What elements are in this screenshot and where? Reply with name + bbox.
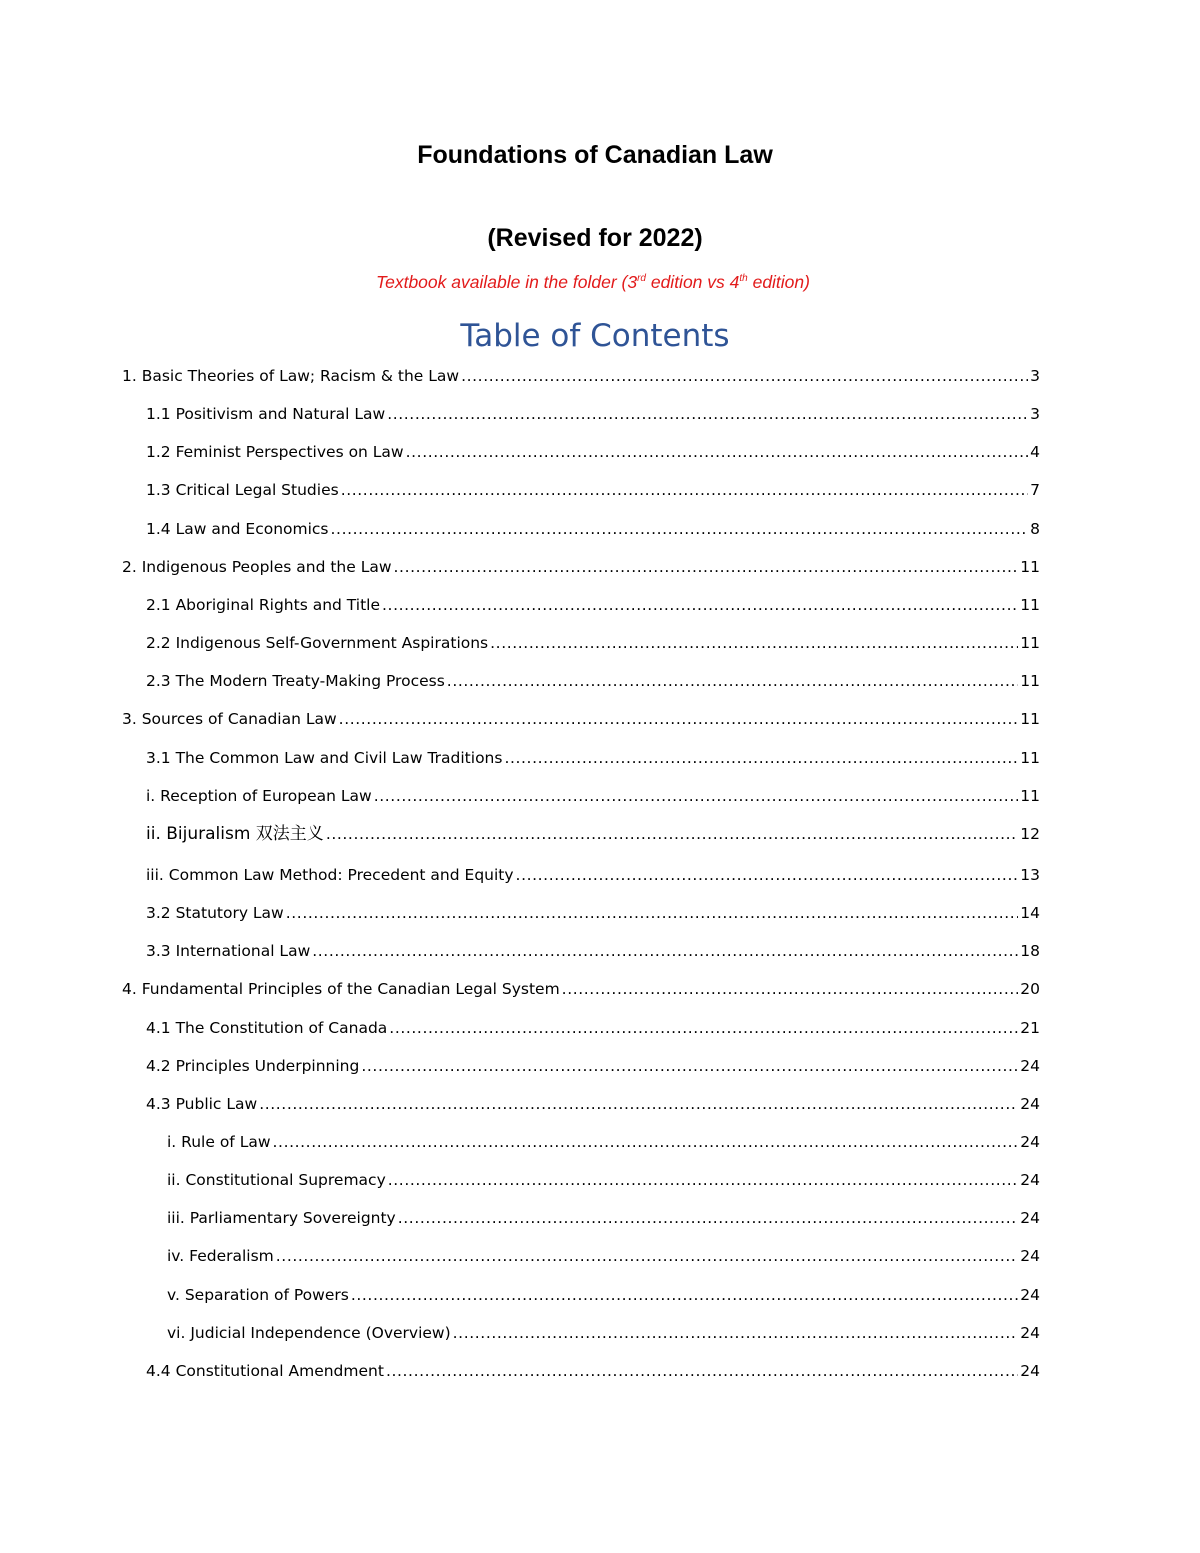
toc-entry[interactable] <box>146 782 1040 806</box>
toc-entry-title: vi. Judicial Independence (Overview) <box>167 1323 451 1342</box>
toc-entry-page: 24 <box>1020 1056 1040 1075</box>
toc-entry[interactable] <box>146 820 1040 844</box>
toc-dot-leader <box>259 1094 1018 1114</box>
toc-entry-page: 3 <box>1030 367 1040 385</box>
toc-entry-title: 1.4 Law and Economics <box>146 519 329 538</box>
toc-dot-leader <box>276 1246 1018 1266</box>
toc-dot-leader <box>273 1132 1019 1152</box>
toc-entry[interactable] <box>167 1319 1040 1343</box>
toc-entry[interactable] <box>146 1014 1040 1038</box>
toc-entry-page: 4 <box>1030 443 1040 462</box>
toc-entry-title: 4. Fundamental Principles of the Canadian Legal System <box>122 980 560 999</box>
toc-entry[interactable] <box>146 861 1040 885</box>
toc-entry-title: 4.1 The Constitution of Canada <box>146 1018 388 1037</box>
toc-entry-title: 1.1 Positivism and Natural Law <box>146 405 386 424</box>
toc-dot-leader <box>386 1361 1018 1381</box>
toc-entry[interactable] <box>122 975 1040 999</box>
toc-dot-leader <box>504 748 1018 768</box>
toc-entry-page: 11 <box>1020 595 1040 614</box>
toc-entry[interactable] <box>167 1242 1040 1266</box>
toc-entry-title: 4.3 Public Law <box>146 1094 258 1113</box>
toc-entry[interactable] <box>146 591 1040 615</box>
toc-entry-page: 13 <box>1020 866 1040 884</box>
toc-entry[interactable] <box>146 744 1040 768</box>
toc-dot-leader <box>516 865 1019 885</box>
toc-dot-leader <box>382 595 1018 615</box>
toc-entry-page: 24 <box>1020 1285 1040 1304</box>
document-title: Foundations of Canadian Law <box>417 141 773 169</box>
toc-entry-page: 24 <box>1020 1361 1040 1380</box>
toc-entry-title: ii. Constitutional Supremacy <box>167 1171 386 1190</box>
toc-entry[interactable] <box>167 1128 1040 1152</box>
toc-dot-leader <box>388 1170 1019 1190</box>
toc-dot-leader <box>361 1056 1018 1076</box>
toc-dot-leader <box>461 366 1028 386</box>
toc-entry[interactable] <box>122 705 1040 729</box>
toc-entry-page: 24 <box>1020 1323 1040 1342</box>
toc-entry-page: 24 <box>1020 1247 1040 1266</box>
toc-entry[interactable] <box>146 515 1040 539</box>
toc-entry-title: 3.1 The Common Law and Civil Law Traditions <box>146 748 503 767</box>
toc-entry-title: ii. Bijuralism 双法主义 <box>146 823 324 844</box>
toc-entry-page: 24 <box>1020 1133 1040 1151</box>
toc-entry[interactable] <box>146 629 1040 653</box>
toc-dot-leader <box>398 1208 1019 1228</box>
toc-entry-page: 11 <box>1020 672 1040 691</box>
toc-entry[interactable] <box>146 937 1040 961</box>
toc-entry[interactable] <box>146 476 1040 500</box>
toc-entry[interactable] <box>122 553 1040 577</box>
toc-entry[interactable] <box>167 1166 1040 1190</box>
toc-entry-title: iv. Federalism <box>167 1247 274 1266</box>
toc-entry-title: v. Separation of Powers <box>167 1285 349 1304</box>
toc-entry[interactable] <box>146 1052 1040 1076</box>
toc-dot-leader <box>331 519 1029 539</box>
toc-entry-title: 2. Indigenous Peoples and the Law <box>122 557 392 576</box>
toc-entry-page: 3 <box>1030 405 1040 424</box>
toc-entry-page: 11 <box>1020 557 1040 576</box>
toc-entry-title: i. Rule of Law <box>167 1133 271 1151</box>
toc-dot-leader <box>447 671 1018 691</box>
toc-entry-page: 18 <box>1020 942 1040 961</box>
toc-entry[interactable] <box>146 438 1040 462</box>
toc-entry-page: 11 <box>1020 786 1040 805</box>
toc-entry-title: 4.2 Principles Underpinning <box>146 1056 360 1075</box>
toc-dot-leader <box>490 633 1018 653</box>
toc-dot-leader <box>351 1285 1018 1305</box>
toc-entry-title: 3.2 Statutory Law <box>146 904 284 923</box>
toc-dot-leader <box>406 442 1029 462</box>
toc-heading: Table of Contents <box>460 318 730 354</box>
toc-dot-leader <box>326 824 1018 844</box>
toc-entry-page: 11 <box>1020 748 1040 767</box>
toc-entry-title: 3. Sources of Canadian Law <box>122 710 337 729</box>
toc-entry-title: 1. Basic Theories of Law; Racism & the Law <box>122 367 460 385</box>
toc-entry-title: 1.2 Feminist Perspectives on Law <box>146 443 404 462</box>
toc-entry[interactable] <box>167 1281 1040 1305</box>
toc-dot-leader <box>453 1323 1019 1343</box>
toc-entry-title: 3.3 International Law <box>146 942 311 961</box>
document-revision: (Revised for 2022) <box>487 224 703 252</box>
note-prefix: Textbook available in the folder (3 <box>376 272 638 292</box>
toc-entry-page: 7 <box>1030 481 1040 500</box>
toc-entry-page: 11 <box>1020 634 1040 652</box>
toc-entry-title: 1.3 Critical Legal Studies <box>146 481 339 500</box>
toc-entry-page: 20 <box>1020 980 1040 999</box>
toc-entry-title: i. Reception of European Law <box>146 786 372 805</box>
toc-dot-leader <box>312 941 1018 961</box>
toc-dot-leader <box>286 903 1019 923</box>
toc-entry[interactable] <box>146 1090 1040 1114</box>
toc-entry-page: 14 <box>1020 904 1040 923</box>
toc-dot-leader <box>387 404 1028 424</box>
toc-dot-leader <box>341 480 1028 500</box>
toc-entry[interactable] <box>146 1357 1040 1381</box>
toc-dot-leader <box>394 557 1019 577</box>
toc-entry-title: 4.4 Constitutional Amendment <box>146 1361 384 1380</box>
toc-dot-leader <box>562 979 1019 999</box>
note-sup-th: th <box>739 273 748 284</box>
toc-dot-leader <box>389 1018 1018 1038</box>
toc-entry[interactable] <box>167 1204 1040 1228</box>
toc-dot-leader <box>339 709 1019 729</box>
note-middle: edition vs 4 <box>645 272 740 292</box>
toc-entry[interactable] <box>146 667 1040 691</box>
toc-entry[interactable] <box>146 400 1040 424</box>
toc-entry-page: 24 <box>1020 1209 1040 1228</box>
toc-entry-title: 2.1 Aboriginal Rights and Title <box>146 595 381 614</box>
toc-entry-page: 12 <box>1020 824 1040 843</box>
note-sup-rd: rd <box>637 273 646 284</box>
toc-entry-title: iii. Parliamentary Sovereignty <box>167 1209 396 1228</box>
toc-entry-title: 2.3 The Modern Treaty-Making Process <box>146 672 445 691</box>
toc-dot-leader <box>374 786 1019 806</box>
toc-entry-page: 8 <box>1030 519 1040 538</box>
toc-entry[interactable] <box>122 362 1040 386</box>
toc-entry-page: 11 <box>1020 710 1040 729</box>
toc-entry[interactable] <box>146 899 1040 923</box>
toc-entry-page: 24 <box>1020 1094 1040 1113</box>
toc-entry-page: 21 <box>1020 1018 1040 1037</box>
toc-entry-page: 24 <box>1020 1171 1040 1190</box>
toc-entry-title: iii. Common Law Method: Precedent and Equity <box>146 866 514 884</box>
note-suffix: edition) <box>747 272 810 292</box>
toc-entry-title: 2.2 Indigenous Self-Government Aspirations <box>146 634 489 652</box>
